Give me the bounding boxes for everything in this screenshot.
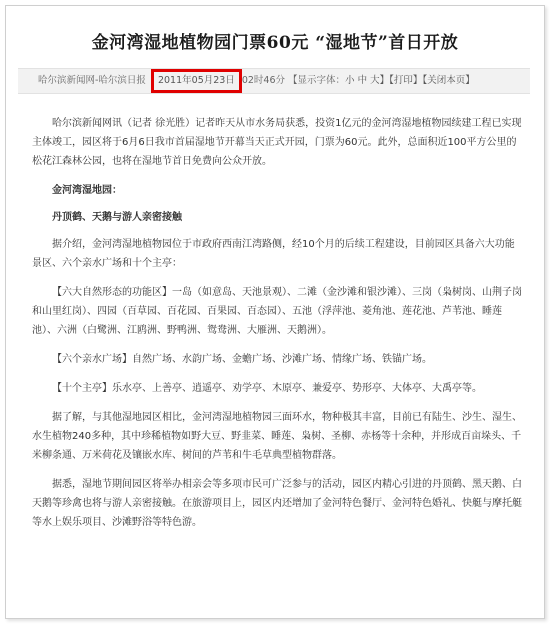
news-source: 哈尔滨新闻网-哈尔滨日报 bbox=[38, 75, 146, 86]
font-medium-link[interactable]: 中 bbox=[357, 75, 368, 86]
publish-time: 02时46分 bbox=[241, 75, 286, 86]
paragraph-function-areas: 【六大自然形态的功能区】一岛（如意岛、天池景观）、二滩（金沙滩和银沙滩）、三岗（枭树岗、山荆子岗和山里红岗）、四园（百草园、百花园、百果园、百态园）、五池（浮萍池、菱角池、莲花池、芦苇池、睡莲池）、六洲（白鹭洲、江鸥洲、野鸭洲、鸳鸯洲、大雁洲、天鹅洲）。 bbox=[32, 287, 522, 336]
section-subheading: 丹顶鹤、天鹅与游人亲密接触 bbox=[52, 212, 182, 223]
paragraph-intro: 哈尔滨新闻网讯（记者 徐光胜）记者昨天从市水务局获悉，投资1亿元的金河湾湿地植物园续建工程已实现主体竣工，园区将于6月6日我市首届湿地节开幕当天正式开园，门票为60元。此外，总面积近100平方公里的松花江森林公园，也将在湿地节首日免费向公众开放。 bbox=[32, 118, 522, 167]
font-size-label: 【显示字体： bbox=[288, 75, 346, 86]
article-headline: 金河湾湿地植物园门票60元 “湿地节”首日开放 bbox=[91, 33, 459, 53]
close-page-link[interactable]: 【关闭本页】 bbox=[422, 75, 475, 86]
publish-date: 2011年05月23日 bbox=[151, 69, 242, 93]
paragraph-pavilions: 【十个主亭】乐水亭、上善亭、逍遥亭、劝学亭、木原亭、兼爱亭、势形亭、大体亭、大禹亭等。 bbox=[52, 383, 482, 394]
paragraph-plants: 据了解，与其他湿地园区相比，金河湾湿地植物园三面环水，物种极其丰富，目前已有陆生、沙生、湿生、水生植物240多种，其中珍稀植物如野大豆、野韭菜、睡莲、枭树、圣柳、赤杨等十余种，并形成百亩垛头、千米柳条通、万米荷花及镶嵌水库、树间的芦苇和牛毛草典型植物群落。 bbox=[32, 412, 522, 461]
article-body bbox=[32, 114, 522, 542]
font-small-link[interactable]: 小 bbox=[345, 75, 355, 86]
paragraph-events: 据悉，湿地节期间园区将举办相亲会等多项市民可广泛参与的活动，园区内精心引进的丹顶鹤、黑天鹅、白天鹅等珍禽也将与游人亲密接触。在旅游项目上，园区内还增加了金河特色餐厅、金河特色婚礼、快艇与摩托艇等水上娱乐项目、沙滩野浴等特色游。 bbox=[32, 479, 522, 528]
section-heading: 金河湾湿地园： bbox=[52, 185, 122, 196]
paragraph-overview: 据介绍，金河湾湿地植物园位于市政府西南江湾路侧，经10个月的后续工程建设，目前园区具备六大功能景区、六个亲水广场和十个主亭： bbox=[32, 239, 515, 269]
article-page bbox=[5, 5, 545, 619]
article-meta-bar bbox=[18, 68, 530, 94]
font-large-link[interactable]: 大】 bbox=[370, 75, 390, 86]
print-link[interactable]: 【打印】 bbox=[389, 75, 423, 86]
paragraph-plazas: 【六个亲水广场】自然广场、水韵广场、金蟾广场、沙滩广场、情缘广场、铁锚广场。 bbox=[52, 354, 432, 365]
